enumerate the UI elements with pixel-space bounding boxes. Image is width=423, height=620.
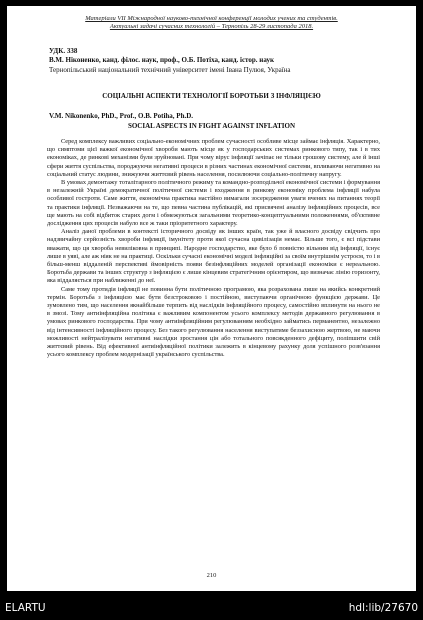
paragraph: В умовах демонтажу тоталітарного політичного режиму та командно-розподільчої економічної системи і формування в незалежній Україні демократичної політичної системи і входження в ринкову економіку проблема інфляції набула особливої гостроти. Саме життя, економічна практика настійно вимагали зосередження уваги вчених на питаннях теорії та практики інфляції. Незважаючи на те, що певна частина публікацій, які присвячені аналізу інфляційних процесів, все ще мають на собі відбиток старих догм і обмежуються загальними теоретико-концептуальними положеннями, об'єктивне дослідження цих процесів набуло все ж таки пріоритетного характеру. <box>47 179 380 228</box>
authors-ukrainian: В.М. Ніконенко, канд. філос. наук, проф., О.Б. Потіха, канд. істор. наук <box>49 56 274 64</box>
paragraph: Саме тому протидія інфляції не повинна бути політичною програмою, яка розрахована лише на якийсь конкретний термін. Боротьба з інфляцією має бути безстроковою і постійною, виступаючи органічною функцією держави. Це зумовлено тим, що населення якнайбільше терпить від наслідків інфляційного процесу, самостійно вплинути на нього не в змозі. Тому антиінфляційна політика є важливим компонентом усього комплексу методів державного регулювання в умовах ринкового господарства. При чому антиінфляційним регулюванням необхідно займатись перманентно, незалежно від інтенсивності інфляційного процесу. Без такого регулювання населення виступатиме беззахисною жертвою, не маючи можливості нейтралізувати негативні наслідки зростання цін або тотального повсякденного дефіциту, поліпшити свій життєвий рівень. Від ефективної антиінфляційної політики залежить в кінцевому рахунку доля успішного розв'язання усього комплексу проблем модернізації українського суспільства. <box>47 285 380 359</box>
repository-label: ELARTU <box>5 602 46 614</box>
conference-header-line-1: Матеріали VII Міжнародної науково-технічної конференції молодих учених та студентів. <box>85 15 338 22</box>
paragraph: Аналіз даної проблеми в контексті історичного досвіду як інших країн, так уже й власного досвіду свідчить про надзвичайну серйозність хвороби інфляції, імунітету проти якої сучасна цивілізація немає. Більше того, є всі підстави вважати, що ця хвороба невиліковна в принципі. Народне господарство, яке було б повністю вільним від інфляції, існує лише в уяві, але аж ніяк не на практиці. Оскільки сучасні економічні моделі інфляційні за своїм внутрішнім устроєм, то і в більш-менш віддаленій перспективі ймовірність появи безінфляційних моделей організації економіки є нереальною. Боротьба держави та інших структур з інфляцією є лише кінцевим стратегічним орієнтиром, що визначає лінію горизонту, яка віддаляється при наближенні до неї. <box>47 228 380 285</box>
conference-header-line-2: Актуальні задачі сучасних технологій – Тернопіль 28-29 листопада 2018. <box>109 23 314 30</box>
page-number: 210 <box>206 572 217 579</box>
title-english: SOCIAL ASPECTS IN FIGHT AGAINST INFLATION <box>127 122 296 130</box>
document-page <box>7 6 416 591</box>
paragraph: Серед комплексу важливих соціально-економічних проблем сучасності особливе місце займає інфляція. Характерно, що симптоми цієї важкої економічної хвороби мають місце як у господарських системах ринкового типу, так і в тих економіках, де ринкові механізми були зруйновані. При чому вірус інфляції зачіпає не тільки грошову систему, але й інші сфери життя суспільства, породжуючи негативні процеси в різних частинах економічної системи, впливаючи негативно на соціальний статус людини, знижуючи життєвий рівень населення, посилюючи соціально-політичну напругу. <box>47 138 380 178</box>
udc-code: УДК. 338 <box>49 47 78 55</box>
article-body <box>47 138 380 359</box>
handle-identifier: hdl:lib/27670 <box>348 602 418 614</box>
authors-english: V.M. Nikonenko, PhD., Prof., O.B. Potiha, Ph.D. <box>49 112 194 120</box>
affiliation: Тернопільський національний технічний університет імені Івана Пулюя, Україна <box>49 66 291 74</box>
title-ukrainian: СОЦІАЛЬНІ АСПЕКТИ ТЕХНОЛОГІЇ БОРОТЬБИ З ІНФЛЯЦІЄЮ <box>102 92 321 100</box>
